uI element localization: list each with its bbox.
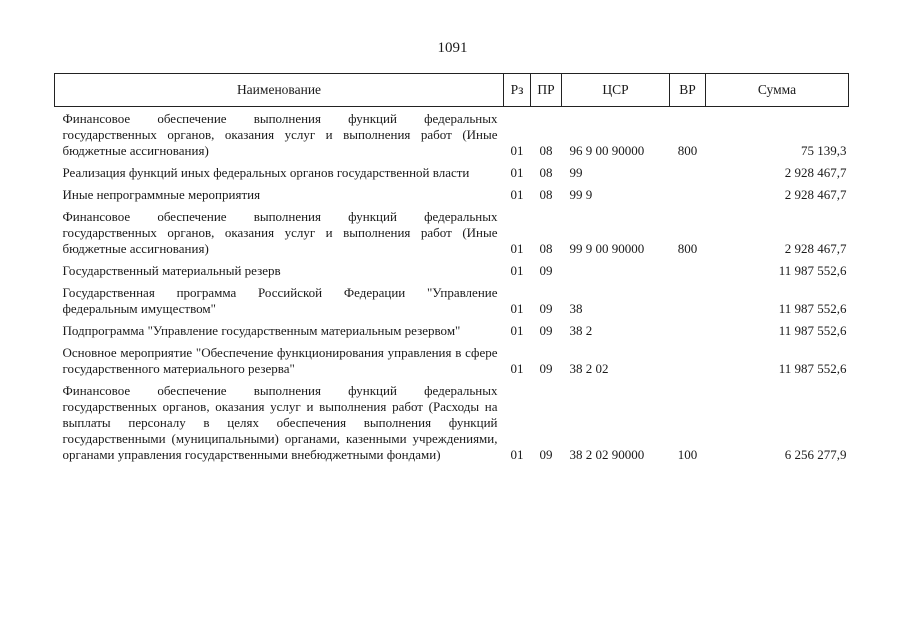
- row-csr: 38: [569, 301, 583, 316]
- row-sum: 2 928 467,7: [784, 187, 847, 202]
- row-vr: [670, 187, 706, 209]
- table-row: [55, 345, 849, 383]
- row-vr: [670, 165, 706, 187]
- row-csr: 38 2 02: [569, 361, 609, 376]
- row-pr: 09: [539, 447, 553, 462]
- row-name: Подпрограмма "Управление государственным материальным резервом": [62, 323, 461, 338]
- header-name: Наименование: [55, 74, 504, 107]
- row-rz: 01: [510, 361, 524, 376]
- table-header: [55, 74, 849, 107]
- row-name: Государственный материальный резерв: [62, 263, 281, 278]
- row-vr: [670, 323, 706, 345]
- row-csr: 99: [569, 165, 583, 180]
- table-row: [55, 187, 849, 209]
- row-sum: 2 928 467,7: [784, 165, 847, 180]
- row-pr: 09: [539, 263, 553, 278]
- row-csr: [562, 263, 670, 285]
- budget-table: [54, 73, 849, 469]
- row-sum: 6 256 277,9: [784, 447, 847, 462]
- row-name: Иные непрограммные мероприятия: [62, 187, 261, 202]
- row-vr: 800: [677, 143, 698, 158]
- header-csr: ЦСР: [562, 74, 670, 107]
- row-name: Финансовое обеспечение выполнения функций федеральных государственных органов, оказания услуг и выполнения работ (Иные бюджетные ассигнования): [62, 209, 498, 256]
- row-rz: 01: [510, 241, 524, 256]
- row-pr: 09: [539, 301, 553, 316]
- row-vr: [670, 345, 706, 383]
- row-csr: 99 9: [569, 187, 593, 202]
- header-sum: Сумма: [706, 74, 849, 107]
- row-pr: 09: [539, 323, 553, 338]
- table-row: [55, 165, 849, 187]
- row-vr: [670, 263, 706, 285]
- row-rz: 01: [510, 323, 524, 338]
- table-row: [55, 111, 849, 165]
- table-row: [55, 209, 849, 263]
- row-name: Финансовое обеспечение выполнения функций федеральных государственных органов, оказания услуг и выполнения работ (Иные бюджетные ассигнования): [62, 111, 498, 158]
- row-vr: 800: [677, 241, 698, 256]
- row-sum: 75 139,3: [801, 143, 847, 158]
- row-rz: 01: [510, 187, 524, 202]
- row-csr: 96 9 00 90000: [569, 143, 645, 158]
- header-rz: Рз: [504, 74, 531, 107]
- row-name: Основное мероприятие "Обеспечение функционирования управления в сфере государственного материального резерва": [62, 345, 498, 376]
- row-rz: 01: [510, 447, 524, 462]
- row-name: Реализация функций иных федеральных органов государственной власти: [62, 165, 470, 180]
- table-row: [55, 263, 849, 285]
- row-sum: 11 987 552,6: [778, 361, 847, 376]
- row-sum: 2 928 467,7: [784, 241, 847, 256]
- table-row: [55, 383, 849, 469]
- table-row: [55, 323, 849, 345]
- header-vr: ВР: [670, 74, 706, 107]
- row-vr: [670, 285, 706, 323]
- row-pr: 08: [539, 165, 553, 180]
- row-name: Государственная программа Российской Федерации "Управление федеральным имуществом": [62, 285, 498, 316]
- row-sum: 11 987 552,6: [778, 301, 847, 316]
- row-rz: 01: [510, 301, 524, 316]
- page-number: 1091: [437, 40, 468, 56]
- row-pr: 08: [539, 187, 553, 202]
- row-sum: 11 987 552,6: [778, 323, 847, 338]
- row-name: Финансовое обеспечение выполнения функций федеральных государственных органов, оказания услуг и выполнения работ (Расходы на выплаты персоналу в целях обеспечения выполнения функций государственными (муниципальными) органами, казенными учреждениями, органами управления государственными внебюджетными фондами): [62, 383, 498, 462]
- row-csr: 38 2 02 90000: [569, 447, 645, 462]
- table-body: [55, 107, 849, 470]
- row-rz: 01: [510, 263, 524, 278]
- header-pr: ПР: [531, 74, 562, 107]
- row-rz: 01: [510, 165, 524, 180]
- row-pr: 09: [539, 361, 553, 376]
- row-vr: 100: [677, 447, 698, 462]
- table-row: [55, 285, 849, 323]
- row-csr: 38 2: [569, 323, 593, 338]
- row-pr: 08: [539, 143, 553, 158]
- row-pr: 08: [539, 241, 553, 256]
- row-sum: 11 987 552,6: [778, 263, 847, 278]
- row-rz: 01: [510, 143, 524, 158]
- row-csr: 99 9 00 90000: [569, 241, 645, 256]
